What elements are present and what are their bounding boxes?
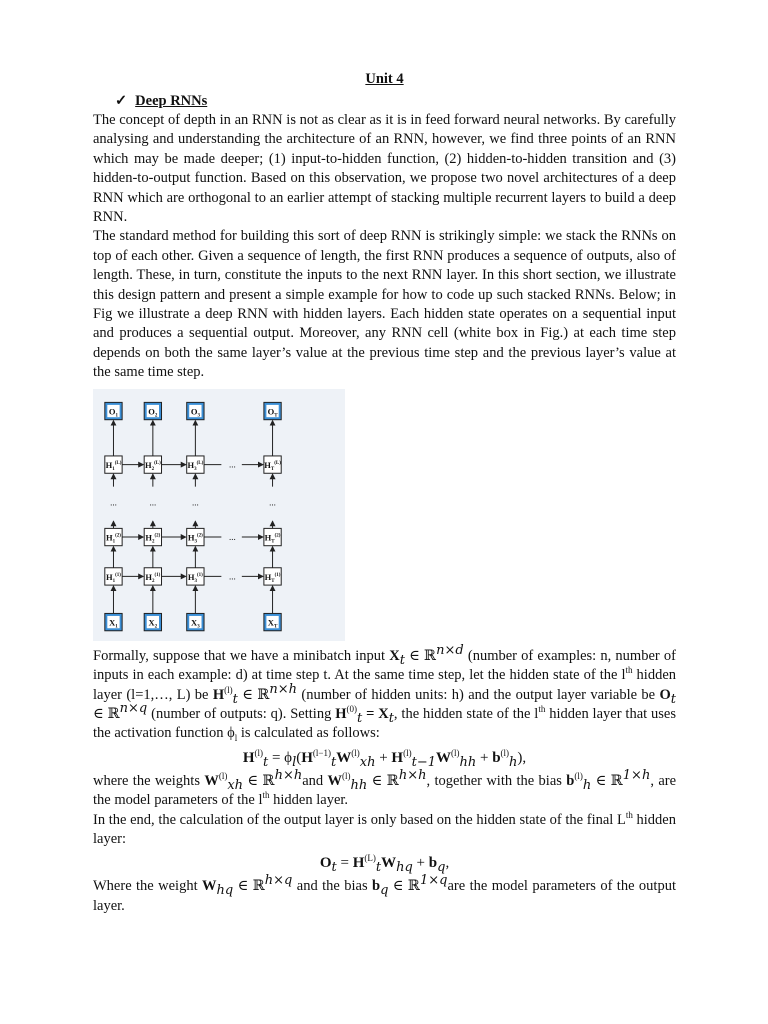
node-label: $O_T$ bbox=[267, 406, 278, 419]
node-label: $H_T^{(2)}$ bbox=[264, 532, 281, 545]
node-label: $X_T$ bbox=[267, 617, 278, 630]
paragraph-weights: where the weights $W^{(l)}_{xh}$ ∈ ℝ$^{h\times h}$and $W^{(l)}_{hh}$ ∈ ℝ$^{h\times h}$, together with the bias $b^{(l)}_h$ ∈ ℝ$^{1\times h}$, are the model parameters of the $l^{th}$ hidden layer. bbox=[93, 767, 677, 809]
section-heading bbox=[115, 92, 676, 111]
node-label: $H_1^{(2)}$ bbox=[105, 532, 121, 545]
ellipsis: ... bbox=[269, 497, 276, 508]
paragraph-output-intro: In the end, the calculation of the output layer is only based on the hidden state of the final Lth hidden layer: bbox=[93, 809, 676, 847]
node-label: $H_2^{(2)}$ bbox=[145, 532, 161, 545]
ellipsis: ... bbox=[229, 531, 236, 542]
ellipsis: ... bbox=[110, 497, 117, 508]
section-title: Deep RNNs bbox=[135, 93, 208, 109]
paragraph-standard-method: The standard method for building this sort of deep RNN is strikingly simple: we stack the RNNs on top of each other. Given a sequence of length, the first RNN produces a sequence of outputs, also of length. These, in turn, constitute the inputs to the next RNN layer. In this short section, we illustrate this design pattern and present a simple example for how to code up such stacked RNNs. Below; in Fig we illustrate a deep RNN with hidden layers. Each hidden state operates on a sequential input and produces a sequential output. Moreover, any RNN cell (white box in Fig.) at each time step depends on both the same layer’s value at the previous time step and the previous layer’s value at the same time step. bbox=[93, 228, 676, 381]
node-label: $H_3^{(2)}$ bbox=[187, 532, 203, 545]
node-label: $X_1$ bbox=[109, 617, 118, 630]
node-label: $H_3^{(L)}$ bbox=[187, 459, 204, 472]
node-label: $H_T^{(L)}$ bbox=[264, 459, 281, 472]
node-label: $H_1^{(L)}$ bbox=[105, 459, 122, 472]
document-page bbox=[93, 70, 676, 916]
equation-hidden-state: $H^{(l)}_t = \phi_l(H^{(l-1)}_tW^{(l)}_{xh} + H^{(l)}_{t-1}W^{(l)}_{hh} + b^{(l)}_h)$, bbox=[242, 747, 527, 770]
equation-output: $O_t = H^{(L)}_tW_{hq} + b_q$, bbox=[319, 853, 450, 876]
paragraph-final: Where the weight $W_{hq}$ ∈ ℝ$^{h\times q}$ and the bias $b_q$ ∈ ℝ$^{1\times q}$are the model parameters of the output layer. bbox=[93, 873, 676, 914]
paragraph-intro: The concept of depth in an RNN is not as clear as it is in feed forward neural networks. By carefully analysing and understanding the architecture of an RNN, however, we find three points of an RNN which may be made deeper; (1) input-to-hidden function, (2) hidden-to-hidden transition and (3) hidden-to-output function. Based on this observation, we propose two novel architectures of a deep RNN which are orthogonal to an earlier attempt of stacking multiple recurrent layers to build a deep RNN. bbox=[93, 112, 676, 226]
node-label: $H_3^{(1)}$ bbox=[187, 571, 203, 584]
figure-layer bbox=[105, 402, 281, 630]
node-label: $X_2$ bbox=[148, 617, 158, 630]
node-label: $H_2^{(L)}$ bbox=[144, 459, 161, 472]
node-label: $H_2^{(1)}$ bbox=[145, 571, 161, 584]
node-label: $O_3$ bbox=[190, 406, 200, 419]
ellipsis: ... bbox=[229, 571, 236, 582]
unit-title: Unit 4 bbox=[365, 71, 404, 87]
ellipsis: ... bbox=[149, 497, 157, 508]
checkmark-icon: ✓ bbox=[115, 93, 128, 109]
deep-rnn-diagram bbox=[93, 389, 345, 641]
ellipsis: ... bbox=[192, 497, 199, 508]
deep-rnn-figure bbox=[93, 389, 345, 641]
node-label: $O_1$ bbox=[108, 406, 119, 419]
node-label: $O_2$ bbox=[148, 406, 158, 419]
ellipsis: ... bbox=[229, 459, 236, 470]
node-label: $X_3$ bbox=[191, 617, 200, 630]
node-label: $H_1^{(1)}$ bbox=[105, 571, 121, 584]
paragraph-formal: Formally, suppose that we have a minibatch input $X_t$ ∈ ℝ$^{n\times d}$ (number of examples: n, number of inputs in each example: d) at time step t. At the same time step, let the hidden state of the $l^{th}$ hidden layer (l=1,…, L) be $H^{(l)}_t$ ∈ ℝ$^{n\times h}$ (number of hidden units: h) and the output layer variable be $O_t$ ∈ ℝ$^{n\times q}$ (number of outputs: q). Setting $H^{(0)}_t = X_t$, the hidden state of the $l^{th}$ hidden layer that uses the activation function $\phi_l$ is calculated as follows: bbox=[93, 642, 676, 744]
node-label: $H_T^{(1)}$ bbox=[264, 571, 281, 584]
